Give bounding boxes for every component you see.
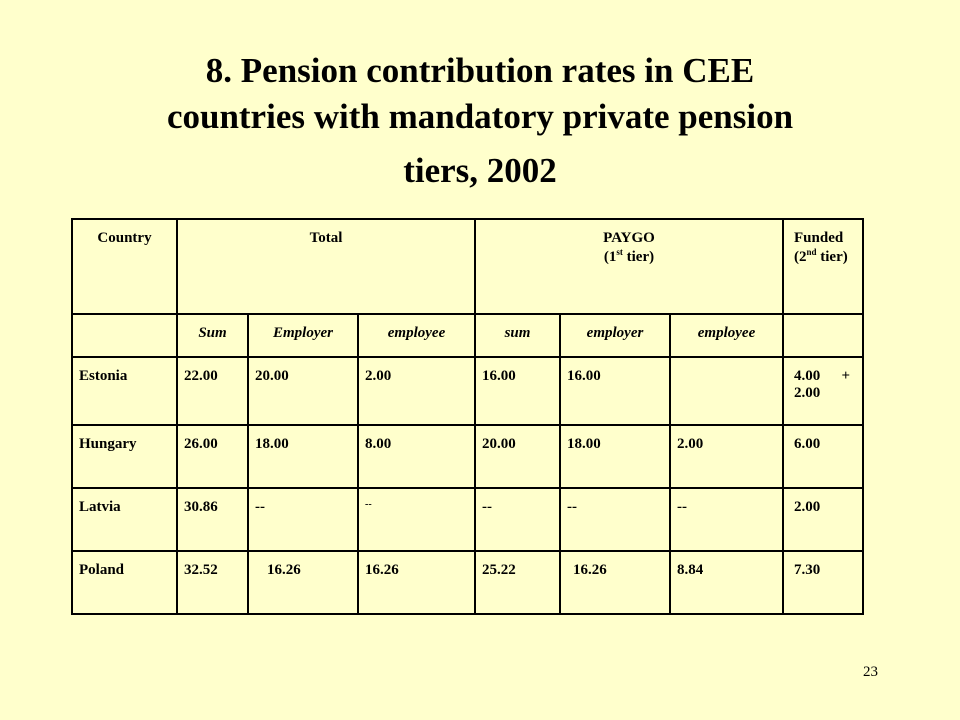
- title-line-2: countries with mandatory private pension: [166, 97, 794, 136]
- total-sum-cell: 26.00: [177, 425, 248, 488]
- title-line-1: 8. Pension contribution rates in CEE: [205, 51, 755, 90]
- total-sum-cell: 32.52: [177, 551, 248, 614]
- header-paygo-label: PAYGO: [603, 230, 655, 246]
- funded-cell: 2.00: [783, 488, 863, 551]
- funded-value-b: 2.00: [794, 385, 821, 401]
- funded-cell: 6.00: [783, 425, 863, 488]
- funded-cell: 7.30: [783, 551, 863, 614]
- slide-title: [60, 48, 900, 194]
- paygo-employee-cell: --: [670, 488, 783, 551]
- contribution-table: [71, 218, 864, 615]
- table-subheader-row: [72, 314, 863, 357]
- subheader-paygo-employer: employer: [560, 314, 670, 357]
- paygo-sum-cell: --: [475, 488, 560, 551]
- table-row: [72, 425, 863, 488]
- paygo-employer-cell: 16.26: [560, 551, 670, 614]
- country-cell: Hungary: [72, 425, 177, 488]
- paygo-employee-cell: [670, 357, 783, 425]
- paygo-employer-cell: --: [560, 488, 670, 551]
- paygo-employer-cell: 18.00: [560, 425, 670, 488]
- header-funded-tier: (2nd tier): [794, 247, 848, 265]
- header-funded: [783, 219, 863, 314]
- table-row: [72, 488, 863, 551]
- subheader-empty: [72, 314, 177, 357]
- funded-cell: [783, 357, 863, 425]
- paygo-sum-cell: 16.00: [475, 357, 560, 425]
- subheader-employer: Employer: [248, 314, 358, 357]
- total-sum-cell: 30.86: [177, 488, 248, 551]
- total-sum-cell: 22.00: [177, 357, 248, 425]
- total-employee-cell: 8.00: [358, 425, 475, 488]
- paygo-employer-cell: 16.00: [560, 357, 670, 425]
- total-employee-cell: --: [358, 488, 475, 551]
- header-paygo-tier: (1st tier): [603, 247, 655, 265]
- subheader-paygo-employee: employee: [670, 314, 783, 357]
- paygo-sum-cell: 20.00: [475, 425, 560, 488]
- header-funded-label: Funded: [794, 230, 844, 246]
- subheader-employee: employee: [358, 314, 475, 357]
- total-employer-cell: 18.00: [248, 425, 358, 488]
- total-employer-cell: 16.26: [248, 551, 358, 614]
- table-row: [72, 357, 863, 425]
- funded-plus: +: [841, 368, 850, 384]
- funded-value-a: 4.00: [794, 368, 821, 384]
- country-cell: Poland: [72, 551, 177, 614]
- table-row: [72, 551, 863, 614]
- header-paygo: [475, 219, 783, 314]
- paygo-employee-cell: 8.84: [670, 551, 783, 614]
- country-cell: Latvia: [72, 488, 177, 551]
- paygo-sum-cell: 25.22: [475, 551, 560, 614]
- table-header-row: [72, 219, 863, 314]
- total-employer-cell: --: [248, 488, 358, 551]
- subheader-paygo-sum: sum: [475, 314, 560, 357]
- subheader-sum: Sum: [177, 314, 248, 357]
- paygo-employee-cell: 2.00: [670, 425, 783, 488]
- header-country: Country: [72, 219, 177, 314]
- page-number: 23: [863, 664, 878, 680]
- country-cell: Estonia: [72, 357, 177, 425]
- total-employee-cell: 2.00: [358, 357, 475, 425]
- title-line-3: tiers, 2002: [403, 151, 557, 190]
- total-employer-cell: 20.00: [248, 357, 358, 425]
- header-total: Total: [177, 219, 475, 314]
- subheader-funded-empty: [783, 314, 863, 357]
- total-employee-cell: 16.26: [358, 551, 475, 614]
